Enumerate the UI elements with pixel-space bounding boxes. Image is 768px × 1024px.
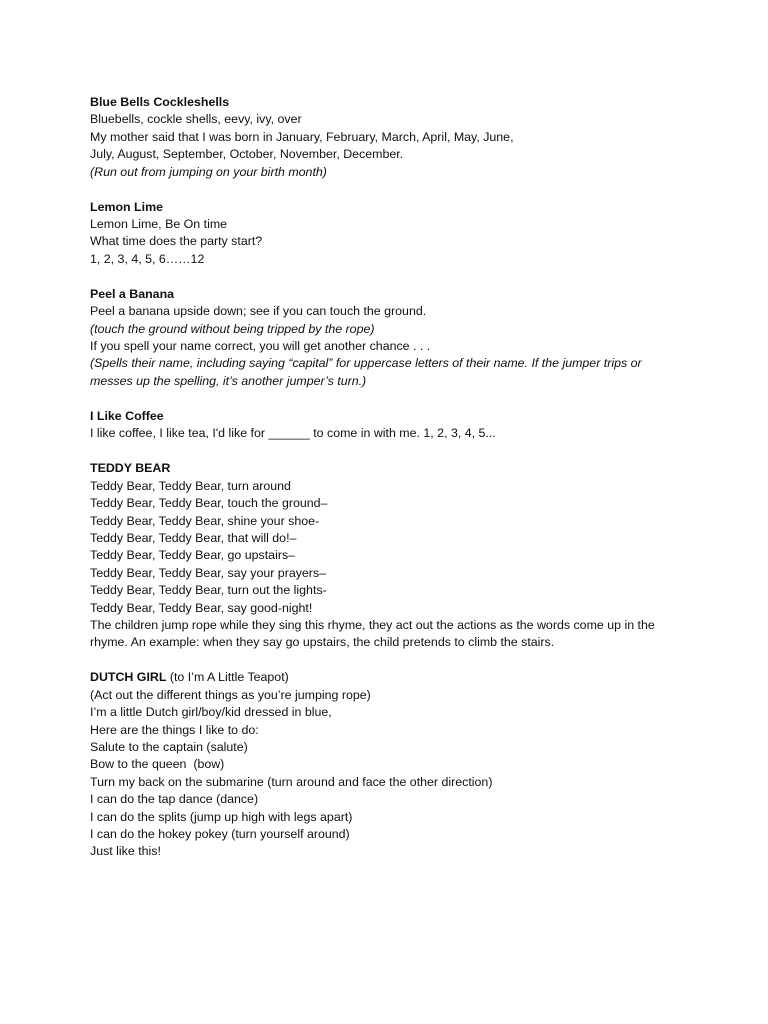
rhyme-line: I like coffee, I like tea, I'd like for ______ to come in with me. 1, 2, 3, 4, 5...	[90, 426, 496, 441]
rhyme-line: Teddy Bear, Teddy Bear, say good-night!	[90, 600, 313, 615]
rhyme-title: Blue Bells Cockleshells	[90, 95, 230, 109]
rhyme-lemon-lime	[90, 199, 730, 269]
rhyme-line: I can do the splits (jump up high with legs apart)	[90, 809, 353, 824]
rhyme-line: Here are the things I like to do:	[90, 722, 259, 737]
rhyme-title: I Like Coffee	[90, 408, 164, 423]
rhyme-line: I can do the tap dance (dance)	[90, 792, 259, 807]
rhyme-line: Salute to the captain (salute)	[90, 739, 248, 754]
rhyme-peel-a-banana	[90, 286, 730, 390]
rhyme-title-line	[90, 669, 730, 686]
rhyme-line: Teddy Bear, Teddy Bear, turn out the lights-	[90, 583, 327, 598]
rhyme-line: Lemon Lime, Be On time	[90, 217, 228, 232]
rhyme-description: The children jump rope while they sing this rhyme, they act out the actions as the words come up in the	[90, 617, 655, 632]
rhyme-line: Teddy Bear, Teddy Bear, touch the ground–	[90, 496, 328, 511]
rhyme-line: If you spell your name correct, you will get another chance . . .	[90, 339, 431, 354]
rhyme-line: My mother said that I was born in January, February, March, April, May, June,	[90, 129, 514, 144]
rhyme-instruction: messes up the spelling, it’s another jumper’s turn.)	[90, 373, 367, 388]
rhyme-line: Bow to the queen (bow)	[90, 757, 225, 772]
rhyme-line: Turn my back on the submarine (turn around and face the other direction)	[90, 774, 493, 789]
rhyme-line: Teddy Bear, Teddy Bear, go upstairs–	[90, 548, 296, 563]
rhyme-title: DUTCH GIRL	[90, 670, 167, 685]
rhyme-title: Lemon Lime	[90, 199, 163, 214]
rhyme-line: Peel a banana upside down; see if you can touch the ground.	[90, 304, 427, 319]
rhyme-instruction: (touch the ground without being tripped by the rope)	[90, 321, 375, 336]
rhyme-line: Teddy Bear, Teddy Bear, that will do!–	[90, 530, 297, 545]
rhyme-teddy-bear	[90, 460, 730, 651]
rhyme-title: Peel a Banana	[90, 286, 175, 301]
rhyme-i-like-coffee	[90, 408, 730, 443]
rhyme-line: Teddy Bear, Teddy Bear, say your prayers–	[90, 565, 327, 580]
rhyme-line: Bluebells, cockle shells, eevy, ivy, over	[90, 112, 302, 127]
rhyme-blue-bells	[90, 94, 730, 181]
rhyme-description: rhyme. An example: when they say go upstairs, the child pretends to climb the stairs.	[90, 635, 555, 650]
rhyme-line: I’m a little Dutch girl/boy/kid dressed in blue,	[90, 705, 332, 720]
rhyme-line: (Act out the different things as you’re jumping rope)	[90, 687, 371, 702]
rhyme-line: I can do the hokey pokey (turn yourself around)	[90, 827, 350, 841]
rhyme-line: What time does the party start?	[90, 234, 263, 249]
rhyme-dutch-girl	[90, 669, 730, 860]
rhyme-line: Teddy Bear, Teddy Bear, shine your shoe-	[90, 513, 320, 528]
rhyme-instruction: (Spells their name, including saying “capital” for uppercase letters of their name. If the jumper trips or	[90, 356, 642, 371]
rhyme-line: 1, 2, 3, 4, 5, 6……12	[90, 251, 205, 266]
document-page	[90, 94, 730, 878]
rhyme-title: TEDDY BEAR	[90, 461, 171, 476]
rhyme-tune-note: (to I’m A Little Teapot)	[166, 670, 289, 685]
rhyme-line: Just like this!	[90, 844, 161, 859]
rhyme-line: July, August, September, October, November, December.	[90, 147, 404, 162]
rhyme-line: Teddy Bear, Teddy Bear, turn around	[90, 478, 291, 493]
rhyme-instruction: (Run out from jumping on your birth month)	[90, 164, 327, 179]
